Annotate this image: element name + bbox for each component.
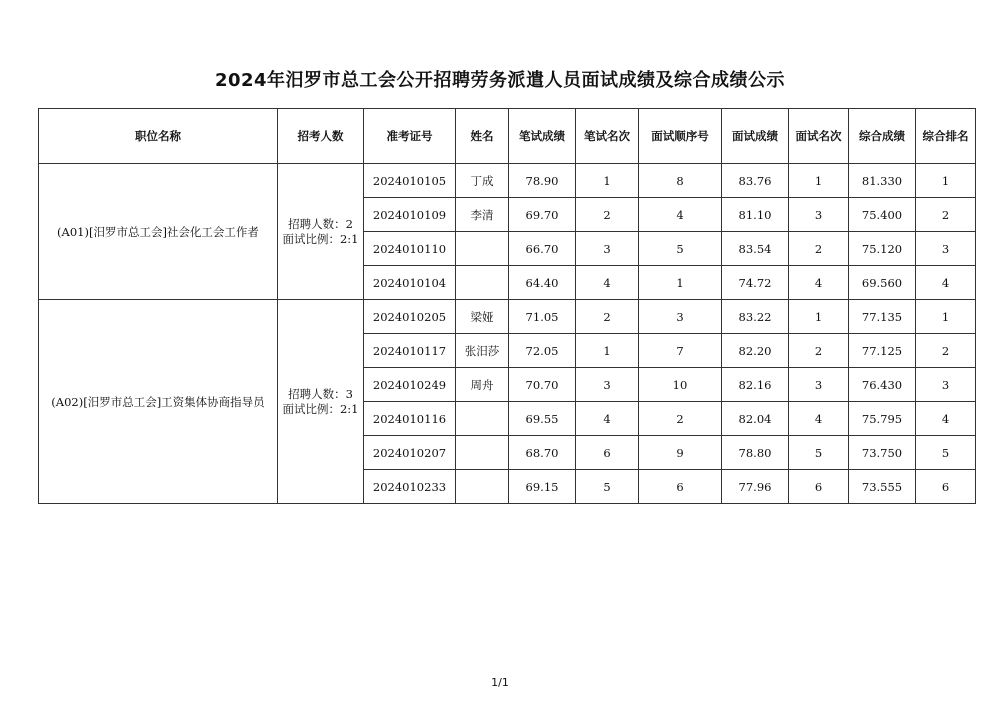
interview-rank-cell: 3: [789, 198, 849, 232]
name-cell: [456, 436, 509, 470]
interview-score-cell: 83.76: [722, 164, 789, 198]
total-score-cell: 73.750: [849, 436, 916, 470]
total-score-cell: 77.125: [849, 334, 916, 368]
name-cell: [456, 470, 509, 504]
interview-order-cell: 6: [639, 470, 722, 504]
header-interview-order: 面试顺序号: [639, 109, 722, 164]
header-interview-rank: 面试名次: [789, 109, 849, 164]
name-cell: 周舟: [456, 368, 509, 402]
interview-score-cell: 83.54: [722, 232, 789, 266]
header-position: 职位名称: [39, 109, 278, 164]
header-total-score: 综合成绩: [849, 109, 916, 164]
total-score-cell: 73.555: [849, 470, 916, 504]
written-rank-cell: 2: [576, 300, 639, 334]
written-rank-cell: 4: [576, 266, 639, 300]
interview-rank-cell: 1: [789, 164, 849, 198]
table-body: [39, 164, 976, 504]
total-score-cell: 75.120: [849, 232, 916, 266]
header-interview-score: 面试成绩: [722, 109, 789, 164]
interview-score-cell: 82.16: [722, 368, 789, 402]
total-rank-cell: 3: [916, 232, 976, 266]
position-name-cell: (A02)[汨罗市总工会]工资集体协商指导员: [39, 300, 278, 504]
position-name-cell: (A01)[汨罗市总工会]社会化工会工作者: [39, 164, 278, 300]
interview-rank-cell: 2: [789, 232, 849, 266]
interview-rank-cell: 5: [789, 436, 849, 470]
exam-id-cell: 2024010249: [364, 368, 456, 402]
exam-id-cell: 2024010105: [364, 164, 456, 198]
interview-score-cell: 77.96: [722, 470, 789, 504]
total-rank-cell: 5: [916, 436, 976, 470]
total-rank-cell: 4: [916, 402, 976, 436]
exam-id-cell: 2024010109: [364, 198, 456, 232]
total-rank-cell: 2: [916, 198, 976, 232]
interview-rank-cell: 2: [789, 334, 849, 368]
total-score-cell: 81.330: [849, 164, 916, 198]
total-score-cell: 75.795: [849, 402, 916, 436]
written-score-cell: 69.55: [509, 402, 576, 436]
header-exam-id: 准考证号: [364, 109, 456, 164]
interview-order-cell: 1: [639, 266, 722, 300]
interview-order-cell: 8: [639, 164, 722, 198]
exam-id-cell: 2024010110: [364, 232, 456, 266]
written-rank-cell: 3: [576, 368, 639, 402]
page-title: 2024年汨罗市总工会公开招聘劳务派遣人员面试成绩及综合成绩公示: [214, 70, 786, 91]
interview-order-cell: 2: [639, 402, 722, 436]
header-plan: 招考人数: [278, 109, 364, 164]
written-score-cell: 78.90: [509, 164, 576, 198]
name-cell: 张汨莎: [456, 334, 509, 368]
written-rank-cell: 1: [576, 334, 639, 368]
written-rank-cell: 6: [576, 436, 639, 470]
interview-rank-cell: 1: [789, 300, 849, 334]
name-cell: [456, 266, 509, 300]
written-score-cell: 71.05: [509, 300, 576, 334]
total-rank-cell: 2: [916, 334, 976, 368]
written-rank-cell: 1: [576, 164, 639, 198]
page-indicator: 1/1: [491, 676, 509, 689]
written-rank-cell: 2: [576, 198, 639, 232]
interview-score-cell: 74.72: [722, 266, 789, 300]
written-score-cell: 69.70: [509, 198, 576, 232]
interview-score-cell: 82.04: [722, 402, 789, 436]
written-score-cell: 66.70: [509, 232, 576, 266]
table-row: [39, 300, 976, 334]
written-score-cell: 68.70: [509, 436, 576, 470]
name-cell: 李清: [456, 198, 509, 232]
written-score-cell: 69.15: [509, 470, 576, 504]
interview-score-cell: 83.22: [722, 300, 789, 334]
header-row: [39, 109, 976, 164]
written-rank-cell: 4: [576, 402, 639, 436]
total-rank-cell: 6: [916, 470, 976, 504]
header-written-rank: 笔试名次: [576, 109, 639, 164]
interview-score-cell: 82.20: [722, 334, 789, 368]
interview-ratio: 面试比例：2:1: [282, 401, 359, 416]
interview-order-cell: 4: [639, 198, 722, 232]
total-score-cell: 75.400: [849, 198, 916, 232]
recruit-count: 招聘人数：2: [288, 216, 353, 231]
interview-order-cell: 10: [639, 368, 722, 402]
interview-rank-cell: 4: [789, 266, 849, 300]
name-cell: [456, 232, 509, 266]
header-total-rank: 综合排名: [916, 109, 976, 164]
interview-order-cell: 3: [639, 300, 722, 334]
recruit-plan-cell: [278, 164, 364, 300]
interview-order-cell: 5: [639, 232, 722, 266]
header-written-score: 笔试成绩: [509, 109, 576, 164]
recruit-plan-cell: [278, 300, 364, 504]
exam-id-cell: 2024010117: [364, 334, 456, 368]
recruit-count: 招聘人数：3: [288, 386, 353, 401]
interview-rank-cell: 3: [789, 368, 849, 402]
results-table: [38, 108, 976, 504]
exam-id-cell: 2024010116: [364, 402, 456, 436]
name-cell: 梁娅: [456, 300, 509, 334]
total-rank-cell: 4: [916, 266, 976, 300]
exam-id-cell: 2024010205: [364, 300, 456, 334]
name-cell: 丁成: [456, 164, 509, 198]
interview-ratio: 面试比例：2:1: [282, 231, 359, 246]
name-cell: [456, 402, 509, 436]
total-rank-cell: 1: [916, 300, 976, 334]
written-score-cell: 70.70: [509, 368, 576, 402]
interview-order-cell: 7: [639, 334, 722, 368]
interview-rank-cell: 6: [789, 470, 849, 504]
total-score-cell: 76.430: [849, 368, 916, 402]
total-rank-cell: 3: [916, 368, 976, 402]
written-score-cell: 72.05: [509, 334, 576, 368]
written-rank-cell: 5: [576, 470, 639, 504]
interview-order-cell: 9: [639, 436, 722, 470]
total-score-cell: 69.560: [849, 266, 916, 300]
header-name: 姓名: [456, 109, 509, 164]
total-rank-cell: 1: [916, 164, 976, 198]
exam-id-cell: 2024010233: [364, 470, 456, 504]
exam-id-cell: 2024010104: [364, 266, 456, 300]
written-rank-cell: 3: [576, 232, 639, 266]
total-score-cell: 77.135: [849, 300, 916, 334]
exam-id-cell: 2024010207: [364, 436, 456, 470]
written-score-cell: 64.40: [509, 266, 576, 300]
interview-score-cell: 81.10: [722, 198, 789, 232]
interview-score-cell: 78.80: [722, 436, 789, 470]
table-row: [39, 164, 976, 198]
interview-rank-cell: 4: [789, 402, 849, 436]
